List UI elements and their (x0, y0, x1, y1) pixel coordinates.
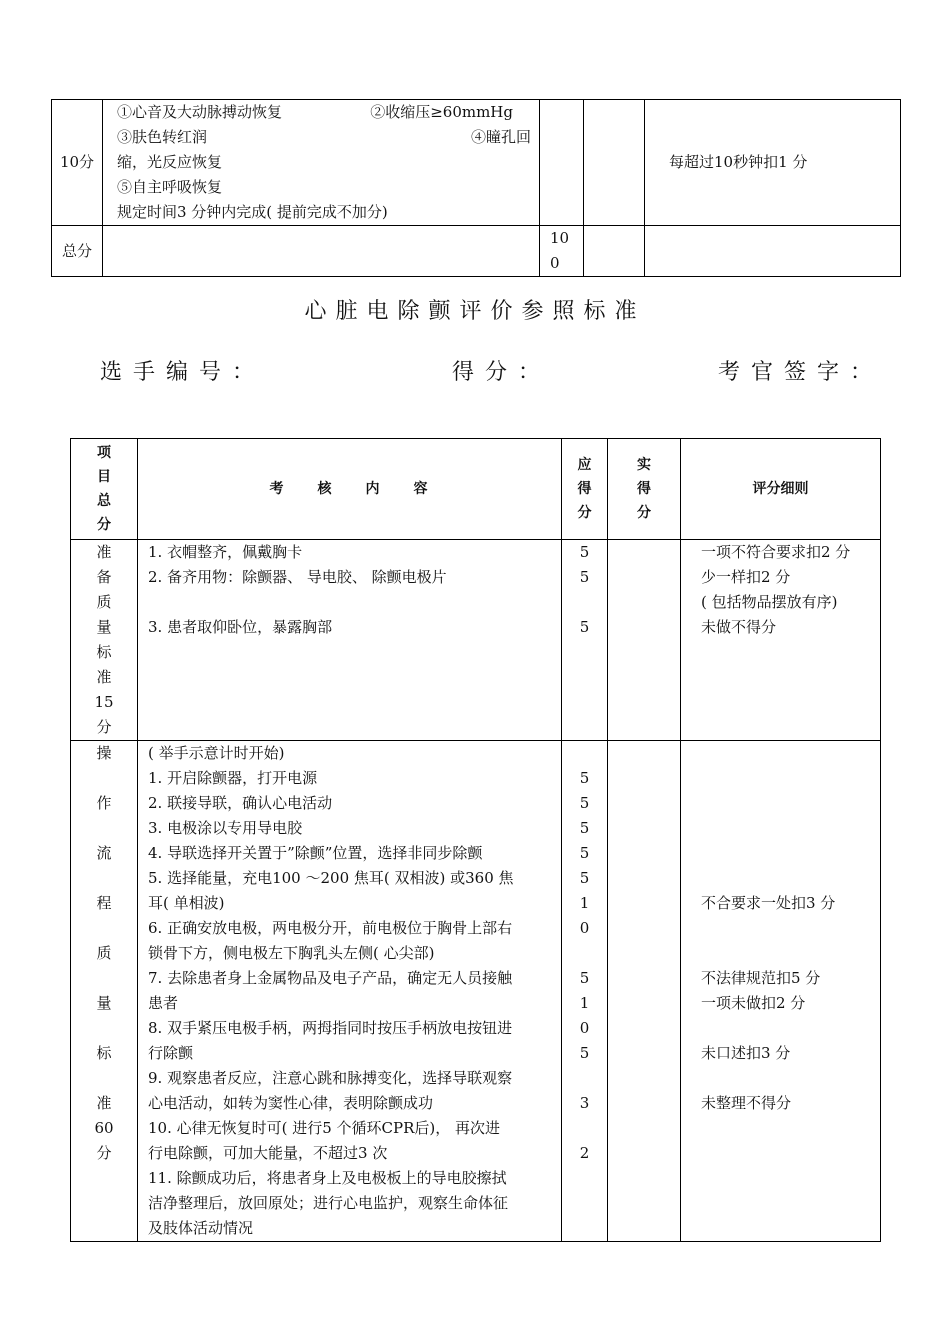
score-value: 5 (579, 969, 590, 987)
list-item: 2. 备齐用物：除颤器、 导电胶、 除颤电极片 (148, 568, 447, 586)
list-item: 锁骨下方，侧电极左下胸乳头左侧( 心尖部) (148, 944, 435, 962)
label-char: 量 (96, 994, 112, 1012)
header-char: 分 (97, 517, 111, 533)
score-value: 5 (579, 568, 590, 586)
rule-line (701, 1066, 880, 1091)
total-score (540, 226, 584, 277)
score-value: 5 (579, 769, 590, 787)
list-item: 2. 联接导联，确认心电活动 (148, 794, 333, 812)
rule-line: 未口述扣3 分 (701, 1044, 791, 1062)
ops-section-label (71, 741, 138, 1242)
header-item-total (71, 439, 138, 540)
ops-rules (681, 741, 881, 1242)
criteria-line: 规定时间3 分钟内完成( 提前完成不加分) (117, 203, 388, 221)
list-item: 3. 电极涂以专用导电胶 (148, 819, 303, 837)
label-char: 量 (96, 618, 112, 636)
examiner-signature-label: 考官签字： (718, 360, 884, 385)
rule-text: 每超过10秒钟扣1 分 (645, 100, 901, 226)
header-rules: 评分细则 (681, 439, 881, 540)
score-value (562, 941, 607, 966)
evaluation-table (70, 438, 881, 1242)
list-item (148, 590, 561, 615)
score-value: 1 (579, 994, 590, 1012)
table-header-row (71, 439, 881, 540)
rule-line: ( 包括物品摆放有序) (701, 593, 838, 611)
header-char: 分 (577, 505, 592, 521)
label-char (71, 1016, 137, 1041)
recovery-criteria (103, 100, 540, 226)
total-score-line: 10 (550, 229, 570, 247)
prep-actual-score (608, 540, 681, 741)
rule-line: 少一样扣2 分 (701, 568, 791, 586)
criteria-line: 缩，光反应恢复 (117, 153, 223, 171)
list-item: 8. 双手紧压电极手柄，两拇指同时按压手柄放电按钮进 (148, 1019, 513, 1037)
label-char: 作 (96, 794, 112, 812)
list-item: 11. 除颤成功后，将患者身上及电极板上的导电胶擦拭 (148, 1169, 507, 1187)
should-score-cell (540, 100, 584, 226)
label-char: 标 (96, 643, 112, 661)
rule-line (701, 1016, 880, 1041)
row-score-label: 10分 (52, 100, 103, 226)
header-char: 项 (97, 445, 111, 461)
label-char: 分 (96, 718, 112, 736)
label-char: 质 (96, 593, 112, 611)
criteria-line: ④瞳孔回 (470, 128, 531, 146)
score-label: 得分： (452, 360, 552, 385)
label-char: 15 (94, 693, 114, 711)
header-char: 总 (97, 493, 111, 509)
label-char: 质 (96, 944, 112, 962)
list-item: ( 举手示意计时开始) (148, 744, 285, 762)
table-row-prep (71, 540, 881, 741)
list-item: 1. 开启除颤器，打开电源 (148, 769, 318, 787)
list-item: 4. 导联选择开关置于”除颤”位置，选择非同步除颤 (148, 844, 483, 862)
label-char (71, 966, 137, 991)
criteria-line: ③肤色转红润 (117, 128, 208, 146)
score-value (562, 590, 607, 615)
label-char (71, 766, 137, 791)
score-value (562, 1116, 607, 1141)
list-item: 行除颤 (148, 1044, 194, 1062)
list-item: 1. 衣帽整齐，佩戴胸卡 (148, 543, 303, 561)
score-value: 0 (579, 1019, 590, 1037)
rule-line: 未做不得分 (701, 618, 777, 636)
rule-line: 未整理不得分 (701, 1094, 792, 1112)
criteria-line: ⑤自主呼吸恢复 (117, 178, 223, 196)
label-char: 流 (96, 844, 112, 862)
score-value: 5 (579, 869, 590, 887)
rule-line (701, 816, 880, 841)
actual-total-cell (584, 226, 645, 277)
label-char (71, 866, 137, 891)
rule-line (701, 791, 880, 816)
score-value (562, 1066, 607, 1091)
list-item: 10. 心律无恢复时可( 进行5 个循环CPR后)， 再次进 (148, 1119, 501, 1137)
list-item: 及肢体活动情况 (148, 1219, 254, 1237)
criteria-line: ②收缩压≥60mmHg (370, 103, 513, 121)
rule-line (701, 841, 880, 866)
label-char: 60 (94, 1119, 114, 1137)
rule-line (701, 741, 880, 766)
list-item: 行电除颤，可加大能量，不超过3 次 (148, 1144, 388, 1162)
list-item: 洁净整理后，放回原处；进行心电监护，观察生命体征 (148, 1194, 509, 1212)
list-item: 耳( 单相波) (148, 894, 225, 912)
label-char: 准 (96, 668, 112, 686)
rule-line (701, 941, 880, 966)
ops-items (138, 741, 562, 1242)
score-value: 5 (579, 1044, 590, 1062)
total-rule-cell (645, 226, 901, 277)
list-item: 心电活动，如转为窦性心律，表明除颤成功 (148, 1094, 434, 1112)
total-label: 总分 (52, 226, 103, 277)
score-value: 5 (579, 794, 590, 812)
total-content-cell (103, 226, 540, 277)
label-char: 准 (96, 1094, 112, 1112)
total-score-line: 0 (550, 254, 560, 272)
score-value: 5 (579, 618, 590, 636)
header-should-score (562, 439, 608, 540)
score-value: 5 (579, 844, 590, 862)
table-row (52, 226, 901, 277)
list-item: 7. 去除患者身上金属物品及电子产品，确定无人员接触 (148, 969, 513, 987)
list-item: 9. 观察患者反应，注意心跳和脉搏变化，选择导联观察 (148, 1069, 513, 1087)
rule-line (701, 766, 880, 791)
prep-scores (562, 540, 608, 741)
score-value (562, 741, 607, 766)
prep-items (138, 540, 562, 741)
table-row-ops (71, 741, 881, 1242)
label-char: 备 (96, 568, 112, 586)
header-char: 实 (637, 457, 651, 473)
ops-actual-score (608, 741, 681, 1242)
prep-section-label (71, 540, 138, 741)
prep-rules (681, 540, 881, 741)
label-char (71, 916, 137, 941)
ops-scores (562, 741, 608, 1242)
player-number-label: 选手编号： (100, 360, 266, 385)
rule-line: 一项未做扣2 分 (701, 994, 806, 1012)
rule-line: 一项不符合要求扣2 分 (701, 543, 851, 561)
actual-score-cell (584, 100, 645, 226)
header-char: 分 (637, 505, 651, 521)
table-row (52, 100, 901, 226)
label-char (71, 1066, 137, 1091)
label-char: 准 (96, 543, 112, 561)
label-char: 分 (96, 1144, 112, 1162)
label-char: 程 (96, 894, 112, 912)
label-char: 标 (96, 1044, 112, 1062)
list-item: 6. 正确安放电极，两电极分开，前电极位于胸骨上部右 (148, 919, 513, 937)
score-value: 2 (579, 1144, 590, 1162)
score-value: 3 (579, 1094, 590, 1112)
header-content: 考 核 内 容 (138, 439, 562, 540)
rule-line (701, 866, 880, 891)
criteria-line: ①心音及大动脉搏动恢复 (117, 103, 283, 121)
top-score-table (51, 99, 901, 277)
rule-line: 不合要求一处扣3 分 (701, 894, 836, 912)
list-item: 3. 患者取仰卧位，暴露胸部 (148, 618, 333, 636)
rule-line: 不法律规范扣5 分 (701, 969, 821, 987)
header-char: 得 (577, 481, 592, 497)
label-char (71, 816, 137, 841)
header-char: 得 (637, 481, 651, 497)
header-actual-score (608, 439, 681, 540)
score-value: 5 (579, 543, 590, 561)
rule-line (701, 916, 880, 941)
label-char: 操 (96, 744, 112, 762)
page-title: 心脏电除颤评价参照标准 (304, 299, 646, 324)
list-item: 患者 (148, 994, 179, 1012)
header-char: 应 (577, 457, 592, 473)
list-item: 5. 选择能量，充电100 ～200 焦耳( 双相波) 或360 焦 (148, 869, 514, 887)
score-value: 1 (579, 894, 590, 912)
score-value: 5 (579, 819, 590, 837)
score-value: 0 (579, 919, 590, 937)
header-char: 目 (97, 469, 111, 485)
